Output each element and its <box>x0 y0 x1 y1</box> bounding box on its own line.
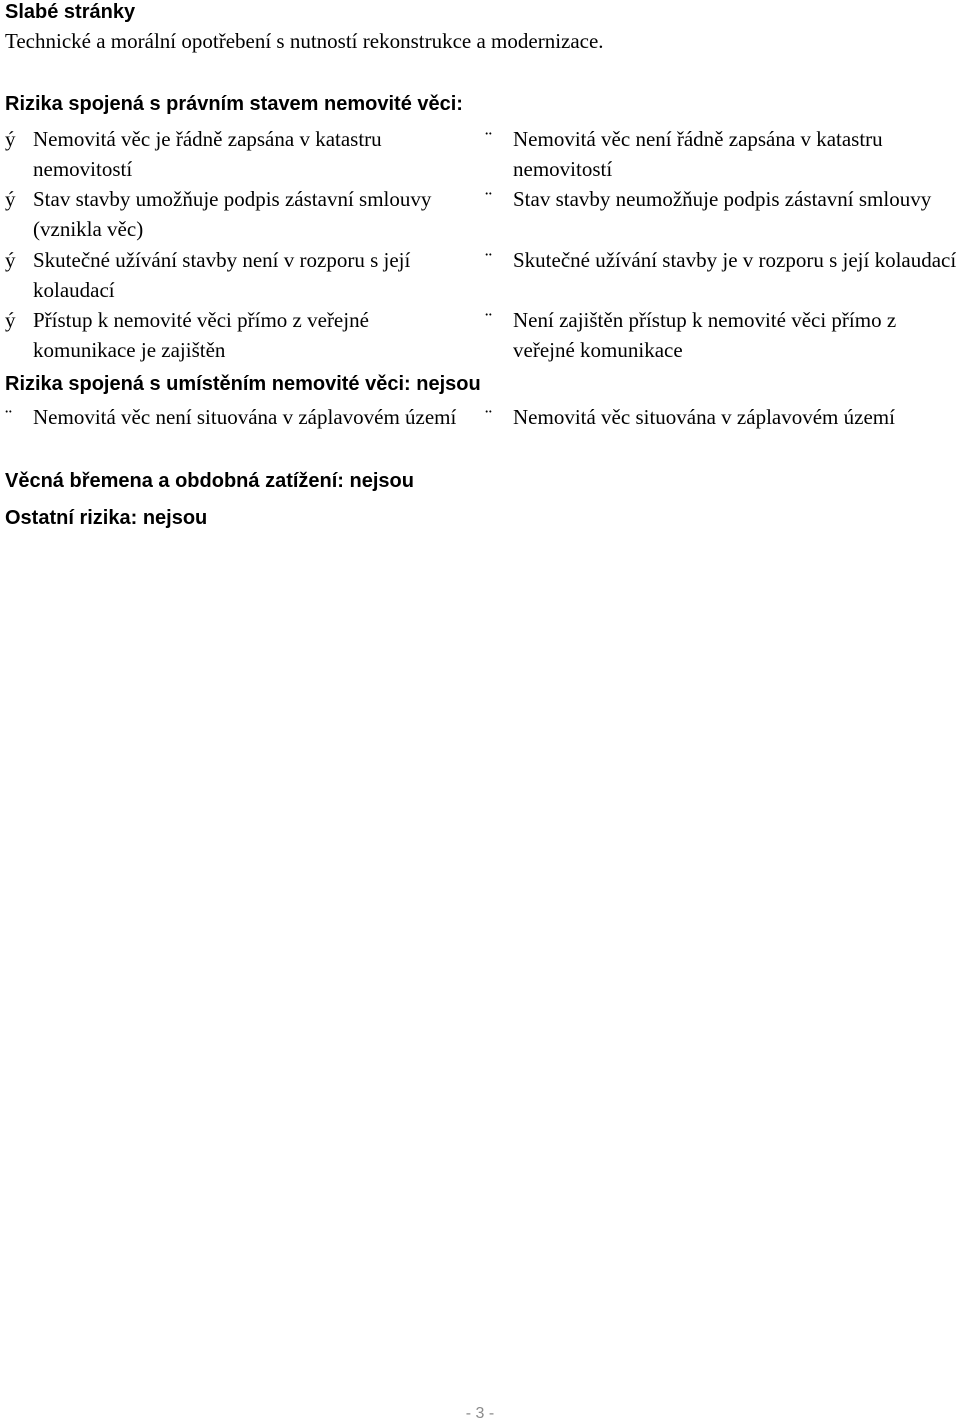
legal-risks-heading: Rizika spojená s právním stavem nemovité věci: <box>5 93 463 115</box>
legal-risk-left-1 <box>5 124 475 184</box>
other-risks-heading: Ostatní rizika: nejsou <box>5 507 208 529</box>
legal-risk-right-3 <box>480 245 960 275</box>
location-risk-right-text: Nemovitá věc situována v záplavovém území <box>513 405 895 429</box>
legal-risk-left-3 <box>5 245 475 305</box>
legal-risk-left-text: Přístup k nemovité věci přímo z veřejné komunikace je zajištěn <box>33 308 369 362</box>
legal-risk-left-text: Stav stavby umožňuje podpis zástavní smlouvy (vznikla věc) <box>33 187 432 241</box>
legal-risk-right-text: Nemovitá věc není řádně zapsána v katastru nemovitostí <box>513 127 883 181</box>
unchecked-box-icon: ¨ <box>485 308 492 332</box>
legal-risk-left-text: Nemovitá věc je řádně zapsána v katastru nemovitostí <box>33 127 382 181</box>
location-risk-left-1 <box>5 402 475 432</box>
page-number: - 3 - <box>465 1405 495 1422</box>
unchecked-box-icon: ¨ <box>485 127 492 151</box>
legal-risk-left-text: Skutečné užívání stavby není v rozporu s její kolaudací <box>33 248 411 302</box>
legal-risk-left-4 <box>5 305 475 365</box>
location-risk-left-text: Nemovitá věc není situována v záplavovém území <box>33 405 457 429</box>
location-risk-right-1 <box>480 402 960 432</box>
location-risks-heading: Rizika spojená s umístěním nemovité věci: nejsou <box>5 373 481 395</box>
checked-box-icon: ý <box>5 248 16 272</box>
checked-box-icon: ý <box>5 127 16 151</box>
legal-risk-right-4 <box>480 305 960 365</box>
checked-box-icon: ý <box>5 308 16 332</box>
legal-risk-right-text: Stav stavby neumožňuje podpis zástavní smlouvy <box>513 187 932 211</box>
unchecked-box-icon: ¨ <box>485 405 492 429</box>
legal-risk-right-1 <box>480 124 960 184</box>
unchecked-box-icon: ¨ <box>485 248 492 272</box>
checked-box-icon: ý <box>5 187 16 211</box>
legal-risk-left-2 <box>5 184 475 244</box>
legal-risk-right-2 <box>480 184 960 214</box>
easements-heading: Věcná břemena a obdobná zatížení: nejsou <box>5 470 414 492</box>
unchecked-box-icon: ¨ <box>5 405 12 429</box>
unchecked-box-icon: ¨ <box>485 187 492 211</box>
weaknesses-text: Technické a morální opotřebení s nutností rekonstrukce a modernizace. <box>5 29 604 53</box>
legal-risk-right-text: Není zajištěn přístup k nemovité věci přímo z veřejné komunikace <box>513 308 897 362</box>
legal-risk-right-text: Skutečné užívání stavby je v rozporu s její kolaudací <box>513 248 957 272</box>
weaknesses-heading: Slabé stránky <box>5 1 136 23</box>
